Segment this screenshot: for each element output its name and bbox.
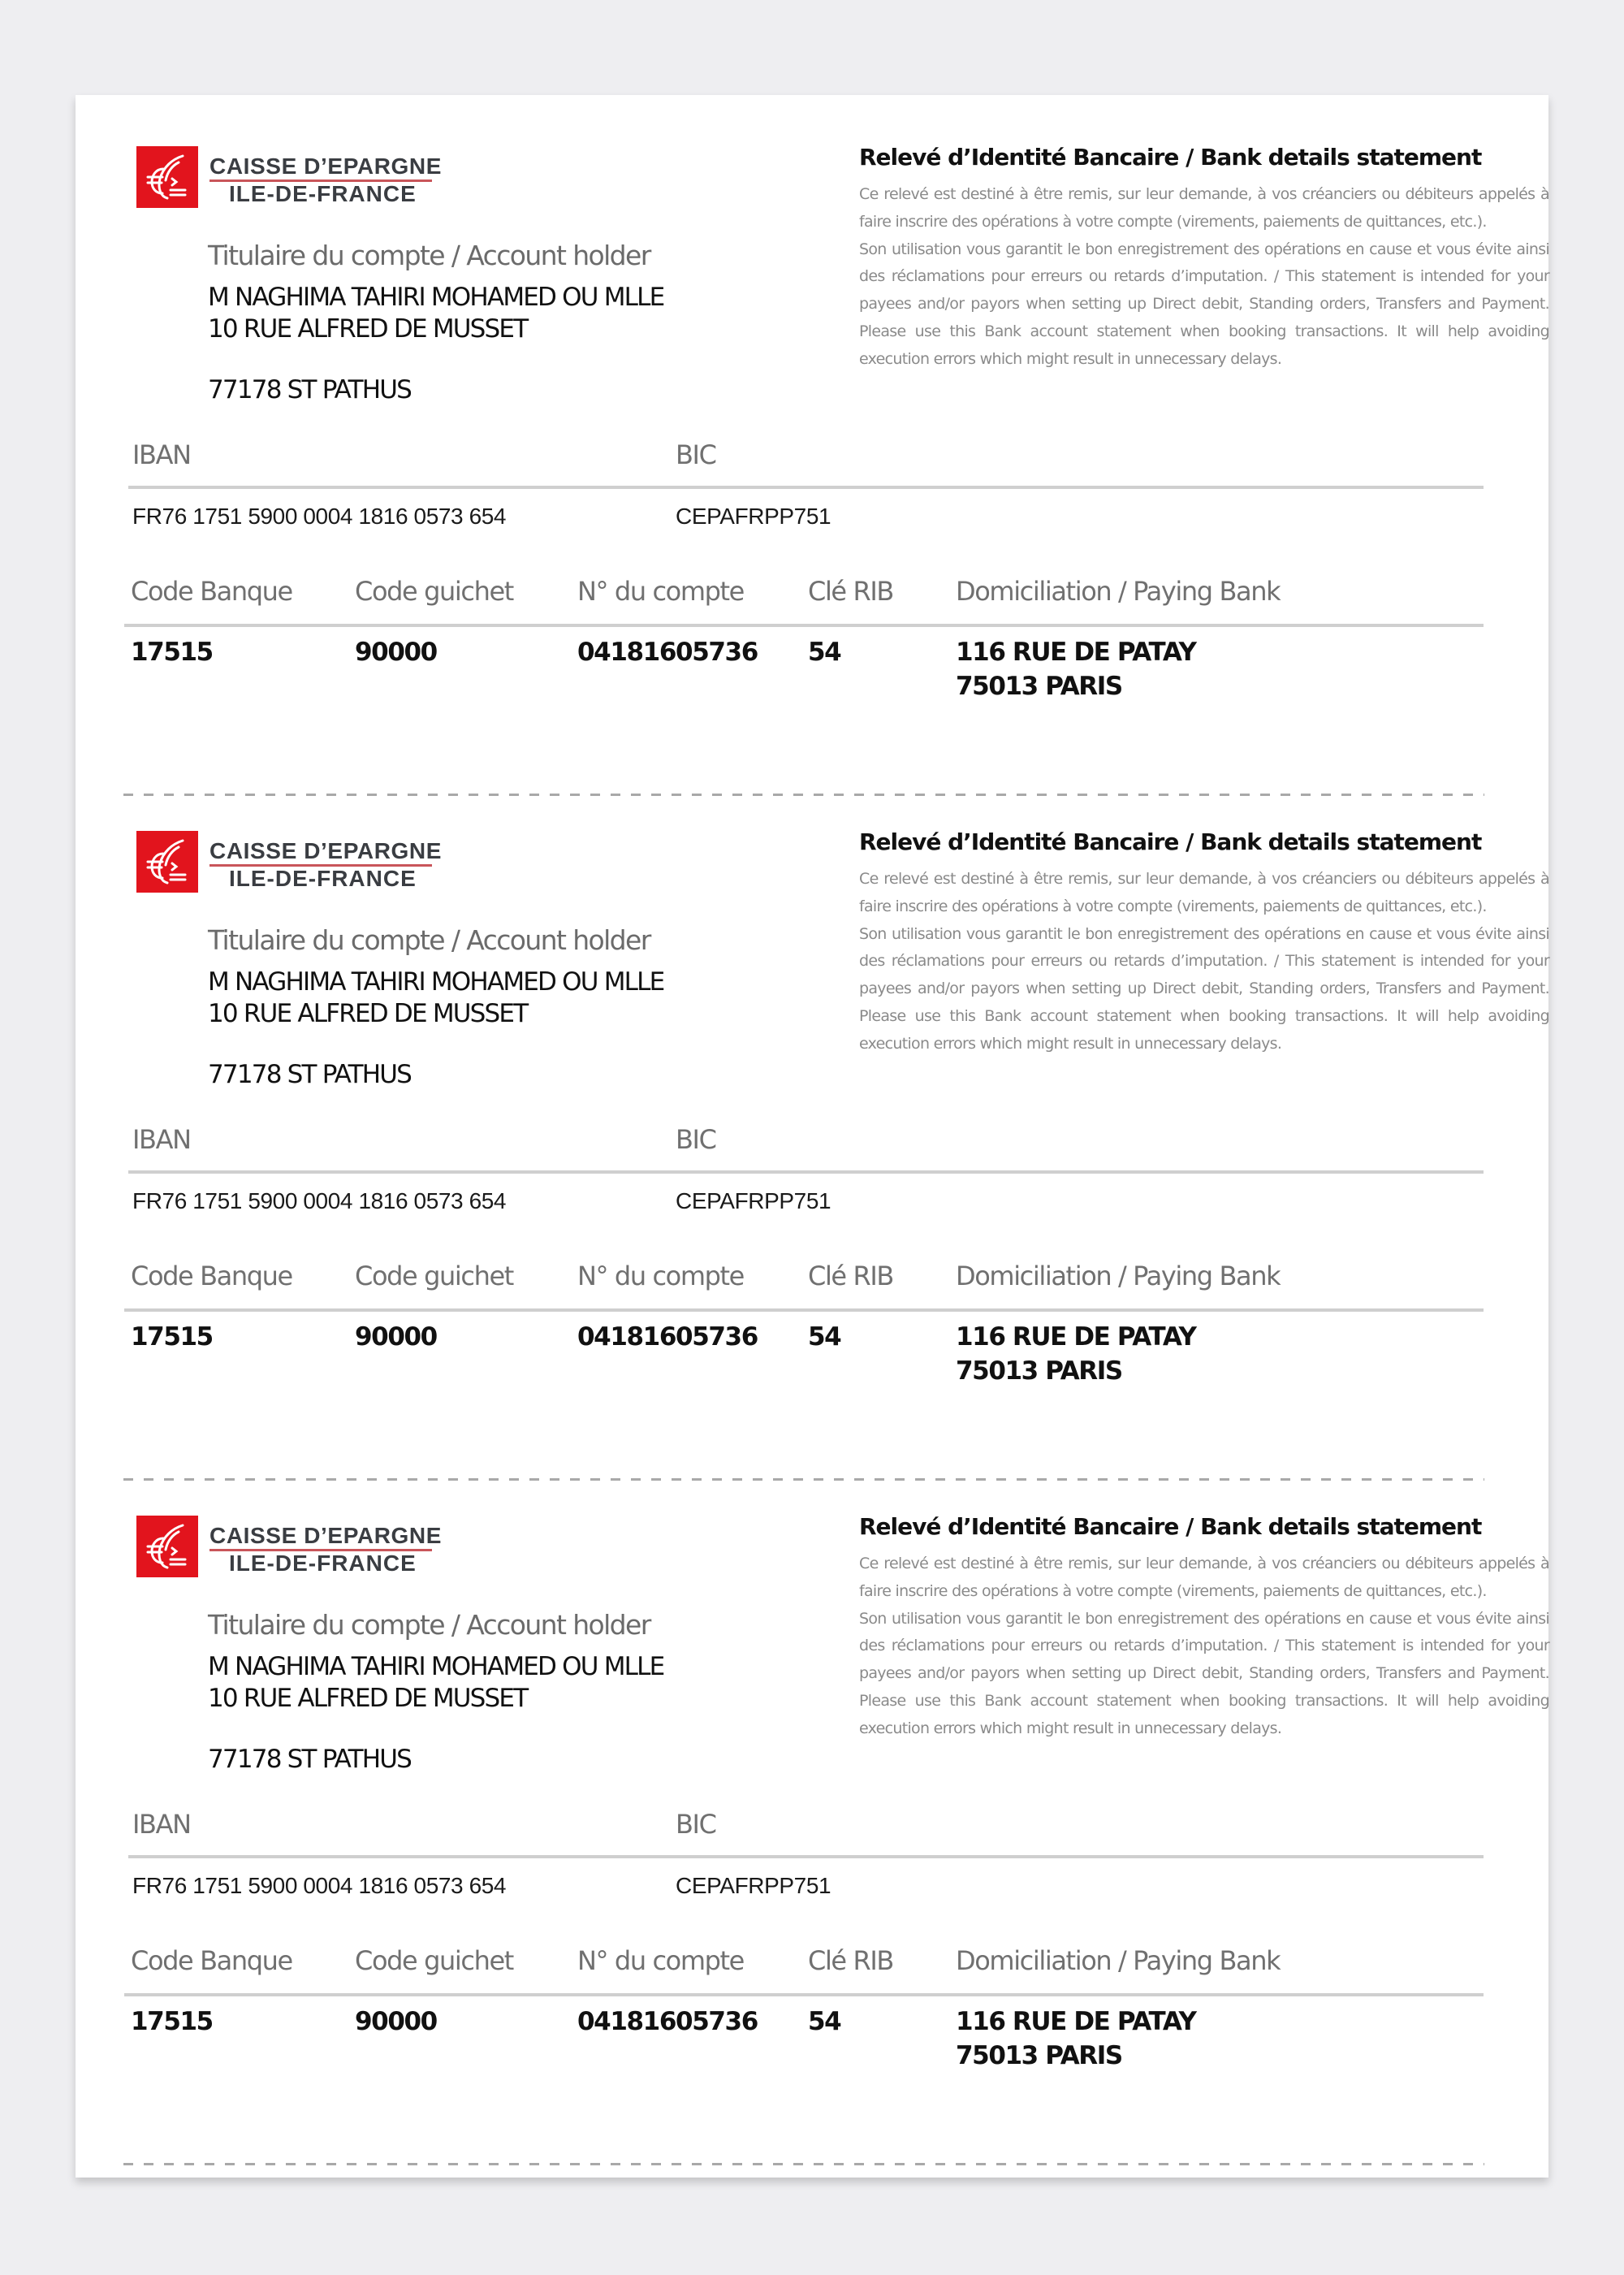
- caisse-epargne-logo-icon: [136, 831, 198, 893]
- rib-slip-1: [76, 95, 1548, 780]
- bank-name-line1: CAISSE D’EPARGNE: [209, 838, 443, 863]
- rib-divider: [124, 624, 1484, 627]
- rib-slip-2: [76, 780, 1548, 1464]
- statement-description: [859, 181, 1549, 374]
- cle-rib-value[interactable]: 54: [808, 2007, 841, 2036]
- domiciliation-line2: 75013 PARIS: [956, 672, 1122, 701]
- domiciliation-header: Domiciliation / Paying Bank: [956, 1945, 1281, 1976]
- cle-rib-header: Clé RIB: [808, 1261, 893, 1291]
- statement-paragraph-2: Son utilisation vous garantit le bon enregistrement des opérations en cause et vous évite ainsi des réclamations pour erreurs ou retards d’imputation. / This statement is intended for your payees and/or payors when setting up Direct debit, Standing orders, Transfers and Payment. Please use this Bank account statement when booking transactions. It will help avoiding execution errors which might result in unnecessary delays.: [859, 924, 1549, 1053]
- domiciliation-line1: 116 RUE DE PATAY: [956, 1322, 1196, 1352]
- rib-slip-3: [76, 1464, 1548, 2149]
- iban-divider: [128, 1170, 1484, 1174]
- account-holder-city: 77178 ST PATHUS: [208, 375, 412, 404]
- bic-label: BIC: [676, 1809, 716, 1840]
- domiciliation-header: Domiciliation / Paying Bank: [956, 576, 1281, 607]
- bic-value[interactable]: CEPAFRPP751: [676, 504, 831, 529]
- account-holder-address: 10 RUE ALFRED DE MUSSET: [208, 999, 528, 1028]
- statement-paragraph-2: Son utilisation vous garantit le bon enregistrement des opérations en cause et vous évite ainsi des réclamations pour erreurs ou retards d’imputation. / This statement is intended for your payees and/or payors when setting up Direct debit, Standing orders, Transfers and Payment. Please use this Bank account statement when booking transactions. It will help avoiding execution errors which might result in unnecessary delays.: [859, 240, 1549, 368]
- account-holder-name: M NAGHIMA TAHIRI MOHAMED OU MLLE: [208, 1652, 664, 1681]
- cle-rib-header: Clé RIB: [808, 1945, 893, 1976]
- statement-title: Relevé d’Identité Bancaire / Bank details statement: [859, 828, 1482, 855]
- cle-rib-value[interactable]: 54: [808, 638, 841, 667]
- statement-paragraph-1: Ce relevé est destiné à être remis, sur leur demande, à vos créanciers ou débiteurs appelés à faire inscrire des opérations à votre compte (virements, paiements de quittances, etc.).: [859, 870, 1549, 915]
- domiciliation-line1: 116 RUE DE PATAY: [956, 638, 1196, 667]
- bank-name-line2: ILE-DE-FRANCE: [229, 181, 417, 206]
- bank-name-line2: ILE-DE-FRANCE: [229, 866, 417, 891]
- domiciliation-line1: 116 RUE DE PATAY: [956, 2007, 1196, 2036]
- domiciliation-header: Domiciliation / Paying Bank: [956, 1261, 1281, 1291]
- cle-rib-value[interactable]: 54: [808, 1322, 841, 1352]
- account-holder-city: 77178 ST PATHUS: [208, 1060, 412, 1089]
- statement-description: [859, 866, 1549, 1058]
- iban-value[interactable]: FR76 1751 5900 0004 1816 0573 654: [132, 504, 507, 529]
- code-banque-header: Code Banque: [131, 576, 292, 607]
- account-holder-label: Titulaire du compte / Account holder: [208, 1609, 650, 1641]
- code-banque-value[interactable]: 17515: [131, 638, 213, 667]
- numero-compte-header: N° du compte: [577, 576, 744, 607]
- domiciliation-line2: 75013 PARIS: [956, 1356, 1122, 1386]
- statement-paragraph-1: Ce relevé est destiné à être remis, sur leur demande, à vos créanciers ou débiteurs appelés à faire inscrire des opérations à votre compte (virements, paiements de quittances, etc.).: [859, 1555, 1549, 1600]
- iban-value[interactable]: FR76 1751 5900 0004 1816 0573 654: [132, 1188, 507, 1213]
- statement-paragraph-1: Ce relevé est destiné à être remis, sur leur demande, à vos créanciers ou débiteurs appelés à faire inscrire des opérations à votre compte (virements, paiements de quittances, etc.).: [859, 185, 1549, 231]
- bic-value[interactable]: CEPAFRPP751: [676, 1188, 831, 1213]
- account-holder-address: 10 RUE ALFRED DE MUSSET: [208, 314, 528, 344]
- caisse-epargne-logo-icon: [136, 146, 198, 208]
- iban-value[interactable]: FR76 1751 5900 0004 1816 0573 654: [132, 1873, 507, 1898]
- rib-divider: [124, 1993, 1484, 1996]
- bank-name-line1: CAISSE D’EPARGNE: [209, 154, 443, 179]
- account-holder-label: Titulaire du compte / Account holder: [208, 240, 650, 271]
- statement-description: [859, 1551, 1549, 1743]
- caisse-epargne-logo-icon: [136, 1516, 198, 1577]
- bank-name-line2: ILE-DE-FRANCE: [229, 1551, 417, 1576]
- numero-compte-value[interactable]: 04181605736: [577, 638, 758, 667]
- numero-compte-header: N° du compte: [577, 1261, 744, 1291]
- account-holder-name: M NAGHIMA TAHIRI MOHAMED OU MLLE: [208, 967, 664, 997]
- statement-title: Relevé d’Identité Bancaire / Bank details statement: [859, 144, 1482, 171]
- rib-divider: [124, 1308, 1484, 1312]
- cle-rib-header: Clé RIB: [808, 576, 893, 607]
- statement-title: Relevé d’Identité Bancaire / Bank details statement: [859, 1513, 1482, 1540]
- code-guichet-header: Code guichet: [355, 576, 513, 607]
- bic-value[interactable]: CEPAFRPP751: [676, 1873, 831, 1898]
- code-guichet-value[interactable]: 90000: [355, 638, 437, 667]
- bic-label: BIC: [676, 1124, 716, 1155]
- iban-divider: [128, 486, 1484, 489]
- numero-compte-value[interactable]: 04181605736: [577, 2007, 758, 2036]
- numero-compte-header: N° du compte: [577, 1945, 744, 1976]
- code-guichet-header: Code guichet: [355, 1945, 513, 1976]
- statement-paragraph-2: Son utilisation vous garantit le bon enregistrement des opérations en cause et vous évite ainsi des réclamations pour erreurs ou retards d’imputation. / This statement is intended for your payees and/or payors when setting up Direct debit, Standing orders, Transfers and Payment. Please use this Bank account statement when booking transactions. It will help avoiding execution errors which might result in unnecessary delays.: [859, 1609, 1549, 1737]
- code-guichet-header: Code guichet: [355, 1261, 513, 1291]
- code-banque-value[interactable]: 17515: [131, 2007, 213, 2036]
- iban-divider: [128, 1855, 1484, 1858]
- code-guichet-value[interactable]: 90000: [355, 2007, 437, 2036]
- domiciliation-line2: 75013 PARIS: [956, 2041, 1122, 2070]
- account-holder-address: 10 RUE ALFRED DE MUSSET: [208, 1684, 528, 1713]
- cut-line-separator: [123, 2163, 1484, 2165]
- account-holder-city: 77178 ST PATHUS: [208, 1745, 412, 1774]
- numero-compte-value[interactable]: 04181605736: [577, 1322, 758, 1352]
- code-banque-header: Code Banque: [131, 1945, 292, 1976]
- iban-label: IBAN: [132, 439, 191, 470]
- account-holder-name: M NAGHIMA TAHIRI MOHAMED OU MLLE: [208, 283, 664, 312]
- iban-label: IBAN: [132, 1124, 191, 1155]
- code-guichet-value[interactable]: 90000: [355, 1322, 437, 1352]
- account-holder-label: Titulaire du compte / Account holder: [208, 924, 650, 956]
- iban-label: IBAN: [132, 1809, 191, 1840]
- code-banque-header: Code Banque: [131, 1261, 292, 1291]
- bic-label: BIC: [676, 439, 716, 470]
- bank-name-line1: CAISSE D’EPARGNE: [209, 1523, 443, 1548]
- document-page: [76, 95, 1548, 2178]
- code-banque-value[interactable]: 17515: [131, 1322, 213, 1352]
